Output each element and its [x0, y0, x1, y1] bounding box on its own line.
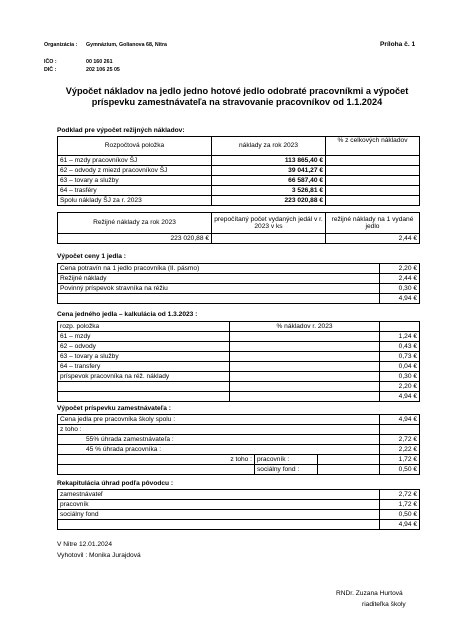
calc-item-value: 2,20 €: [380, 382, 420, 392]
employee-label: pracovník :: [255, 455, 318, 465]
table-row: [58, 332, 420, 342]
table-row: [58, 264, 420, 274]
table-row: [58, 382, 420, 392]
cost-value: 3 526,81 €: [212, 186, 326, 196]
table-row: [58, 186, 420, 196]
table-row-total: [58, 520, 420, 530]
recap-item-value: 1,72 €: [380, 500, 420, 510]
recap-item-label: pracovník: [58, 500, 380, 510]
table-row: [58, 372, 420, 382]
document-title-line-2: príspevku zamestnávateľa na stravovanie pracovníkov od 1.1.2024: [91, 97, 383, 107]
recap-total-value: 4,94 €: [380, 520, 420, 530]
calc-item-label: 61 – mzdy: [58, 332, 230, 342]
overhead-per-meal-value: 2,44 €: [326, 234, 420, 244]
employer-share-value: 2,72 €: [380, 435, 420, 445]
calc-percent-cell: [230, 382, 380, 392]
meal-price-total-value: 4,94 €: [380, 415, 420, 425]
calc-item-label: príspevok pracovníka na réž. náklady: [58, 372, 230, 382]
price-item-value: 0,30 €: [380, 284, 420, 294]
employer-contribution-heading: Výpočet príspevku zamestnávateľa :: [57, 405, 171, 412]
meal-price-total-label: Cena jedla pre pracovníka školy spolu :: [58, 415, 380, 425]
recap-item-value: 0,50 €: [380, 510, 420, 520]
table-row: [58, 156, 420, 166]
percent-cell: [326, 176, 420, 186]
total-label: Spolu náklady ŠJ za r. 2023: [58, 196, 212, 206]
table-row-total: [58, 196, 420, 206]
calculation-table: [57, 321, 420, 402]
overhead-basis-heading: Podklad pre výpočet režijných nákladov:: [57, 127, 185, 134]
of-which-sub-label: z toho :: [58, 455, 255, 465]
price-total-value: 4,94 €: [380, 294, 420, 304]
price-item-label: Cena potravín na 1 jedlo pracovníka (II. pásmo): [58, 264, 380, 274]
table-row-total: [58, 294, 420, 304]
table-row: [58, 465, 420, 475]
price-item-value: 2,44 €: [380, 274, 420, 284]
percent-cell: [326, 186, 420, 196]
table-row: [58, 362, 420, 372]
price-item-label: Povinný príspevok stravníka na réžiu: [58, 284, 380, 294]
percent-of-total-header: % z celkových nákladov: [326, 137, 420, 156]
price-total-label: [58, 294, 380, 304]
signer-role: riaditeľka školy: [362, 601, 406, 608]
table-row-total: [58, 392, 420, 402]
budget-item-header: Rozpočtová položka: [58, 137, 212, 156]
percent-cell: [326, 196, 420, 206]
document-title-line-1: Výpočet nákladov na jedlo jedno hotové jedlo odobraté pracovníkmi a výpočet: [65, 86, 409, 96]
overhead-2023-header: Režijné náklady za rok 2023: [58, 213, 212, 234]
of-which-label: z toho :: [58, 425, 380, 435]
ico-value: 00 160 261: [86, 59, 113, 65]
costs-2023-header: náklady za rok 2023: [212, 137, 326, 156]
calc-item-label: [58, 382, 230, 392]
budget-item-label: 62 – odvody z miezd pracovníkov ŠJ: [58, 166, 212, 176]
signer-name: RNDr. Zuzana Hurtová: [336, 590, 403, 597]
table-row: [58, 500, 420, 510]
table-row: [58, 176, 420, 186]
percent-cell: [326, 156, 420, 166]
employer-contribution-table: [57, 414, 420, 475]
empty-cell: [318, 465, 380, 475]
recap-item-label: zamestnávateľ: [58, 490, 380, 500]
calc-item-value: 0,30 €: [380, 372, 420, 382]
budget-item-label: 63 – tovary a služby: [58, 176, 212, 186]
cost-value: 39 041,27 €: [212, 166, 326, 176]
table-row: [58, 342, 420, 352]
organization-label: Organizácia :: [44, 42, 78, 48]
calc-item-value: 0,73 €: [380, 352, 420, 362]
meal-price-heading: Výpočet ceny 1 jedla :: [57, 253, 126, 260]
meal-price-table: [57, 263, 420, 304]
calc-percent-cell: [230, 332, 380, 342]
dic-value: 202 106 25 05: [86, 67, 120, 73]
calc-percent-cell: [230, 342, 380, 352]
recap-heading: Rekapitulácia úhrad podľa pôvodcu :: [57, 480, 174, 487]
place-date: V Nitre 12.01.2024: [57, 541, 112, 548]
employer-share-label: 55% úhrada zamestnávateľa :: [58, 435, 380, 445]
calc-item-value: 0,43 €: [380, 342, 420, 352]
social-fund-label: sociálny fond :: [255, 465, 318, 475]
price-item-label: Režijné náklady: [58, 274, 380, 284]
table-row: [58, 274, 420, 284]
percent-costs-header: % nákladov r. 2023: [230, 322, 380, 332]
cost-value: 66 587,40 €: [212, 176, 326, 186]
table-header-row: [58, 322, 420, 332]
recap-table: [57, 489, 420, 530]
table-row: [58, 455, 420, 465]
table-row: [58, 510, 420, 520]
table-row: [58, 435, 420, 445]
organization-value: Gymnázium, Golianova 68, Nitra: [86, 42, 167, 48]
annex-label: Príloha č. 1: [380, 41, 416, 48]
calc-item-value: 1,24 €: [380, 332, 420, 342]
ico-label: IČO :: [44, 59, 57, 65]
employee-share-value: 2,22 €: [380, 445, 420, 455]
calc-percent-cell: [230, 352, 380, 362]
calc-percent-cell: [230, 362, 380, 372]
recap-total-label: [58, 520, 380, 530]
cost-value: 113 865,40 €: [212, 156, 326, 166]
employee-value: 1,72 €: [380, 455, 420, 465]
empty-cell: [58, 465, 255, 475]
table-row: [58, 490, 420, 500]
percent-cell: [326, 166, 420, 176]
table-row: [58, 445, 420, 455]
meals-count-value: [212, 234, 326, 244]
budget-item-label: 64 – trasféry: [58, 186, 212, 196]
calc-item-value: 0,04 €: [380, 362, 420, 372]
calc-item-label: 62 – odvody: [58, 342, 230, 352]
recap-item-label: sociálny fond: [58, 510, 380, 520]
table-row: [58, 284, 420, 294]
employee-share-label: 45 % úhrada pracovníka :: [58, 445, 380, 455]
value-header-cell: [380, 322, 420, 332]
table-row: [58, 425, 420, 435]
social-fund-value: 0,50 €: [380, 465, 420, 475]
table-row: [58, 166, 420, 176]
empty-cell: [318, 455, 380, 465]
overhead-basis-table: [57, 136, 420, 206]
meals-count-header: prepočítaný počet vydaných jedál v r. 2023 v ks: [212, 213, 326, 234]
calc-percent-cell: [230, 392, 380, 402]
prepared-by: Vyhotovil : Monika Jurajdová: [57, 552, 141, 559]
overhead-per-meal-table: [57, 212, 420, 244]
table-row: [58, 352, 420, 362]
calc-item-label: 64 – transfery: [58, 362, 230, 372]
total-value: 223 020,88 €: [212, 196, 326, 206]
calc-total-value: 4,94 €: [380, 392, 420, 402]
table-row: [58, 234, 420, 244]
table-row: [58, 415, 420, 425]
empty-value-cell: [380, 425, 420, 435]
budget-item-label: 61 – mzdy pracovníkov ŠJ: [58, 156, 212, 166]
overhead-per-meal-header: režijné náklady na 1 vydané jedlo: [326, 213, 420, 234]
price-item-value: 2,20 €: [380, 264, 420, 274]
calculation-heading: Cena jedného jedla – kalkulácia od 1.3.2023 :: [57, 311, 198, 318]
overhead-2023-value: 223 020,88 €: [58, 234, 212, 244]
recap-item-value: 2,72 €: [380, 490, 420, 500]
dic-label: DIČ :: [44, 67, 57, 73]
calc-total-label: [58, 392, 230, 402]
budget-item-header: rozp. položka: [58, 322, 230, 332]
calc-percent-cell: [230, 372, 380, 382]
calc-item-label: 63 – tovary a služby: [58, 352, 230, 362]
